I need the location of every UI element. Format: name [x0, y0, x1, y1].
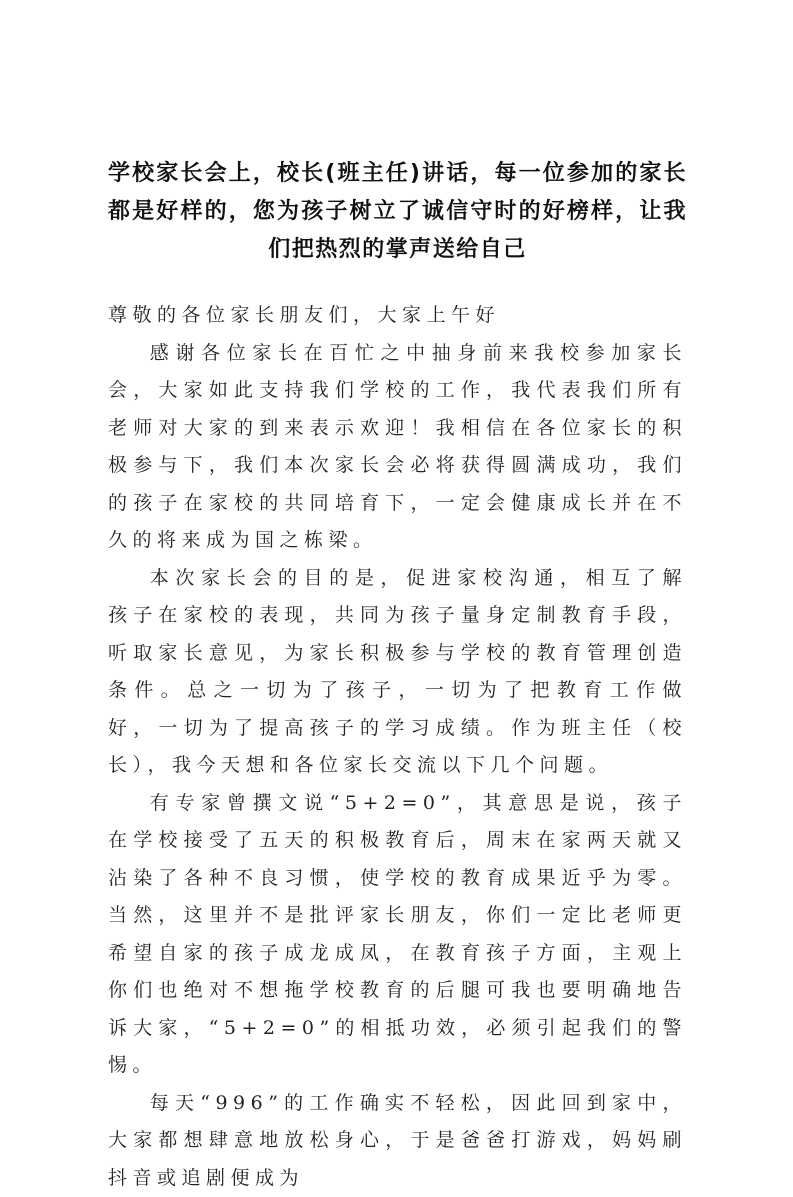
greeting: 尊敬的各位家长朋友们，大家上午好	[108, 297, 687, 335]
paragraph-1: 感谢各位家长在百忙之中抽身前来我校参加家长会，大家如此支持我们学校的工作，我代表我们所有老师对大家的到来表示欢迎！我相信在各位家长的积极参与下，我们本次家长会必将获得圆满成功，我们的孩子在家校的共同培育下，一定会健康成长并在不久的将来成为国之栋梁。	[108, 335, 687, 560]
paragraph-3: 有专家曾撰文说“5+2=0”，其意思是说，孩子在学校接受了五天的积极教育后，周末在家两天就又沾染了各种不良习惯，使学校的教育成果近乎为零。当然，这里并不是批评家长朋友，你们一定比老师更希望自家的孩子成龙成凤，在教育孩子方面，主观上你们也绝对不想拖学校教育的后腿可我也要明确地告诉大家，“5+2=0”的相抵功效，必须引起我们的警惕。	[108, 785, 687, 1085]
document-page	[108, 155, 687, 1197]
document-title: 学校家长会上，校长(班主任)讲话，每一位参加的家长都是好样的，您为孩子树立了诚信守时的好榜样，让我们把热烈的掌声送给自己	[108, 155, 687, 269]
paragraph-4: 每天“996”的工作确实不轻松，因此回到家中，大家都想肆意地放松身心，于是爸爸打游戏，妈妈刷抖音或追剧便成为	[108, 1085, 687, 1197]
paragraph-2: 本次家长会的目的是，促进家校沟通，相互了解孩子在家校的表现，共同为孩子量身定制教育手段，听取家长意见，为家长积极参与学校的教育管理创造条件。总之一切为了孩子，一切为了把教育工作做好，一切为了提高孩子的学习成绩。作为班主任（校长），我今天想和各位家长交流以下几个问题。	[108, 560, 687, 785]
document-body	[108, 297, 687, 1197]
